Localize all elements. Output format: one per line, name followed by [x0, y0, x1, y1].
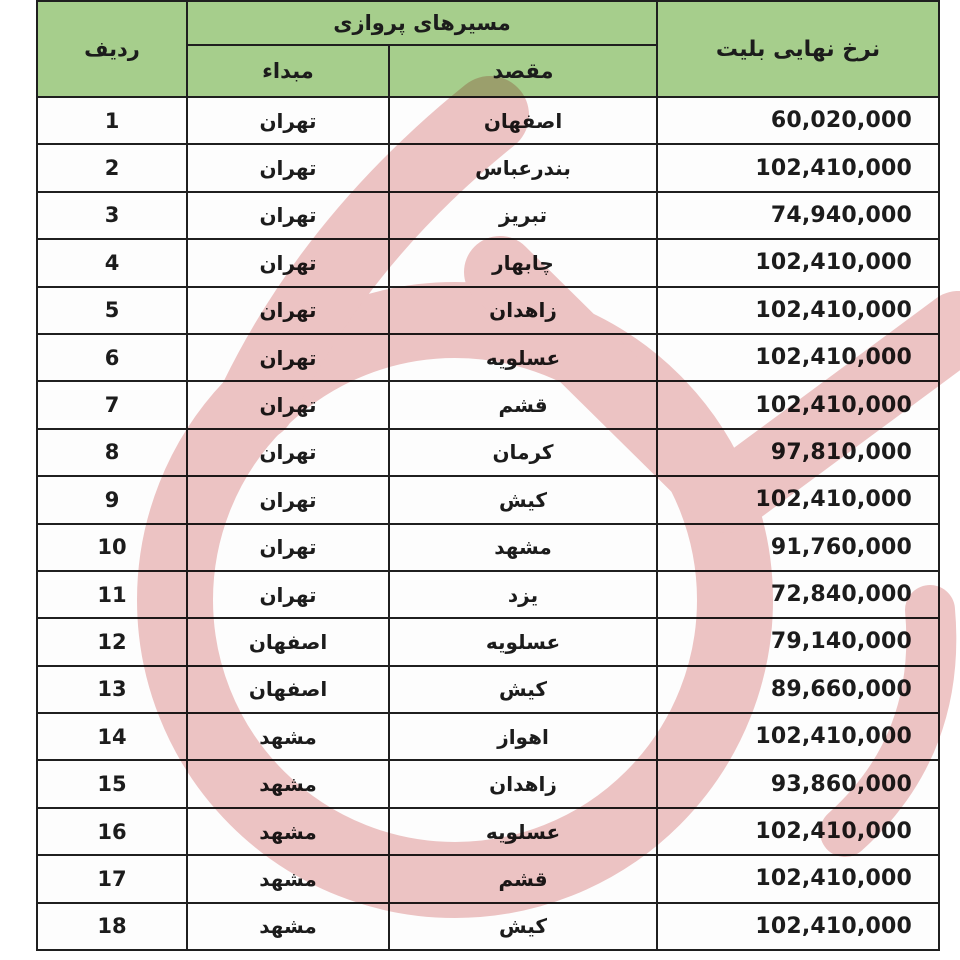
price-cell: 102,410,000 — [657, 381, 939, 428]
origin-cell: تهران — [187, 97, 389, 144]
row-number-cell: 3 — [37, 192, 187, 239]
header-final-ticket-price: نرخ نهایی بلیت — [657, 1, 939, 97]
destination-cell: چابهار — [389, 239, 657, 286]
origin-cell: اصفهان — [187, 666, 389, 713]
origin-cell: تهران — [187, 144, 389, 191]
price-cell: 102,410,000 — [657, 476, 939, 523]
row-number-cell: 7 — [37, 381, 187, 428]
table-row — [37, 239, 939, 286]
header-origin: مبداء — [187, 45, 389, 97]
destination-cell: کیش — [389, 903, 657, 950]
table-row — [37, 808, 939, 855]
table-row — [37, 97, 939, 144]
price-cell: 97,810,000 — [657, 429, 939, 476]
destination-cell: مشهد — [389, 524, 657, 571]
table-row — [37, 666, 939, 713]
table-row — [37, 429, 939, 476]
table-row — [37, 855, 939, 902]
table-row — [37, 334, 939, 381]
table-row — [37, 903, 939, 950]
row-number-cell: 18 — [37, 903, 187, 950]
origin-cell: اصفهان — [187, 618, 389, 665]
header-row-number: ردیف — [37, 1, 187, 97]
destination-cell: قشم — [389, 381, 657, 428]
destination-cell: کرمان — [389, 429, 657, 476]
origin-cell: مشهد — [187, 713, 389, 760]
table-row — [37, 524, 939, 571]
origin-cell: تهران — [187, 571, 389, 618]
price-cell: 102,410,000 — [657, 239, 939, 286]
table-row — [37, 381, 939, 428]
price-cell: 102,410,000 — [657, 713, 939, 760]
row-number-cell: 10 — [37, 524, 187, 571]
origin-cell: تهران — [187, 381, 389, 428]
destination-cell: بندرعباس — [389, 144, 657, 191]
destination-cell: اهواز — [389, 713, 657, 760]
table-row — [37, 192, 939, 239]
destination-cell: زاهدان — [389, 760, 657, 807]
origin-cell: تهران — [187, 192, 389, 239]
table-row — [37, 713, 939, 760]
origin-cell: تهران — [187, 429, 389, 476]
row-number-cell: 17 — [37, 855, 187, 902]
origin-cell: تهران — [187, 239, 389, 286]
row-number-cell: 5 — [37, 287, 187, 334]
price-cell: 89,660,000 — [657, 666, 939, 713]
price-cell: 74,940,000 — [657, 192, 939, 239]
price-cell: 102,410,000 — [657, 808, 939, 855]
table-body — [37, 97, 939, 950]
destination-cell: تبریز — [389, 192, 657, 239]
row-number-cell: 6 — [37, 334, 187, 381]
table-row — [37, 618, 939, 665]
destination-cell: عسلویه — [389, 334, 657, 381]
destination-cell: کیش — [389, 476, 657, 523]
origin-cell: تهران — [187, 334, 389, 381]
origin-cell: تهران — [187, 524, 389, 571]
destination-cell: عسلویه — [389, 808, 657, 855]
row-number-cell: 13 — [37, 666, 187, 713]
origin-cell: مشهد — [187, 760, 389, 807]
price-cell: 72,840,000 — [657, 571, 939, 618]
origin-cell: مشهد — [187, 855, 389, 902]
row-number-cell: 9 — [37, 476, 187, 523]
header-flight-routes: مسیرهای پروازی — [187, 1, 657, 45]
origin-cell: مشهد — [187, 903, 389, 950]
flight-fare-table — [36, 0, 940, 951]
destination-cell: زاهدان — [389, 287, 657, 334]
row-number-cell: 1 — [37, 97, 187, 144]
table-row — [37, 571, 939, 618]
destination-cell: قشم — [389, 855, 657, 902]
row-number-cell: 4 — [37, 239, 187, 286]
row-number-cell: 16 — [37, 808, 187, 855]
price-cell: 79,140,000 — [657, 618, 939, 665]
destination-cell: اصفهان — [389, 97, 657, 144]
row-number-cell: 14 — [37, 713, 187, 760]
row-number-cell: 15 — [37, 760, 187, 807]
table-row — [37, 144, 939, 191]
price-cell: 102,410,000 — [657, 144, 939, 191]
table-row — [37, 760, 939, 807]
price-cell: 102,410,000 — [657, 287, 939, 334]
price-cell: 60,020,000 — [657, 97, 939, 144]
price-cell: 102,410,000 — [657, 334, 939, 381]
price-cell: 91,760,000 — [657, 524, 939, 571]
table-row — [37, 287, 939, 334]
row-number-cell: 8 — [37, 429, 187, 476]
price-cell: 102,410,000 — [657, 903, 939, 950]
table-row — [37, 476, 939, 523]
origin-cell: تهران — [187, 287, 389, 334]
destination-cell: عسلویه — [389, 618, 657, 665]
price-cell: 93,860,000 — [657, 760, 939, 807]
row-number-cell: 12 — [37, 618, 187, 665]
header-destination: مقصد — [389, 45, 657, 97]
table-header — [37, 1, 939, 97]
origin-cell: مشهد — [187, 808, 389, 855]
row-number-cell: 11 — [37, 571, 187, 618]
destination-cell: یزد — [389, 571, 657, 618]
destination-cell: کیش — [389, 666, 657, 713]
origin-cell: تهران — [187, 476, 389, 523]
price-cell: 102,410,000 — [657, 855, 939, 902]
row-number-cell: 2 — [37, 144, 187, 191]
